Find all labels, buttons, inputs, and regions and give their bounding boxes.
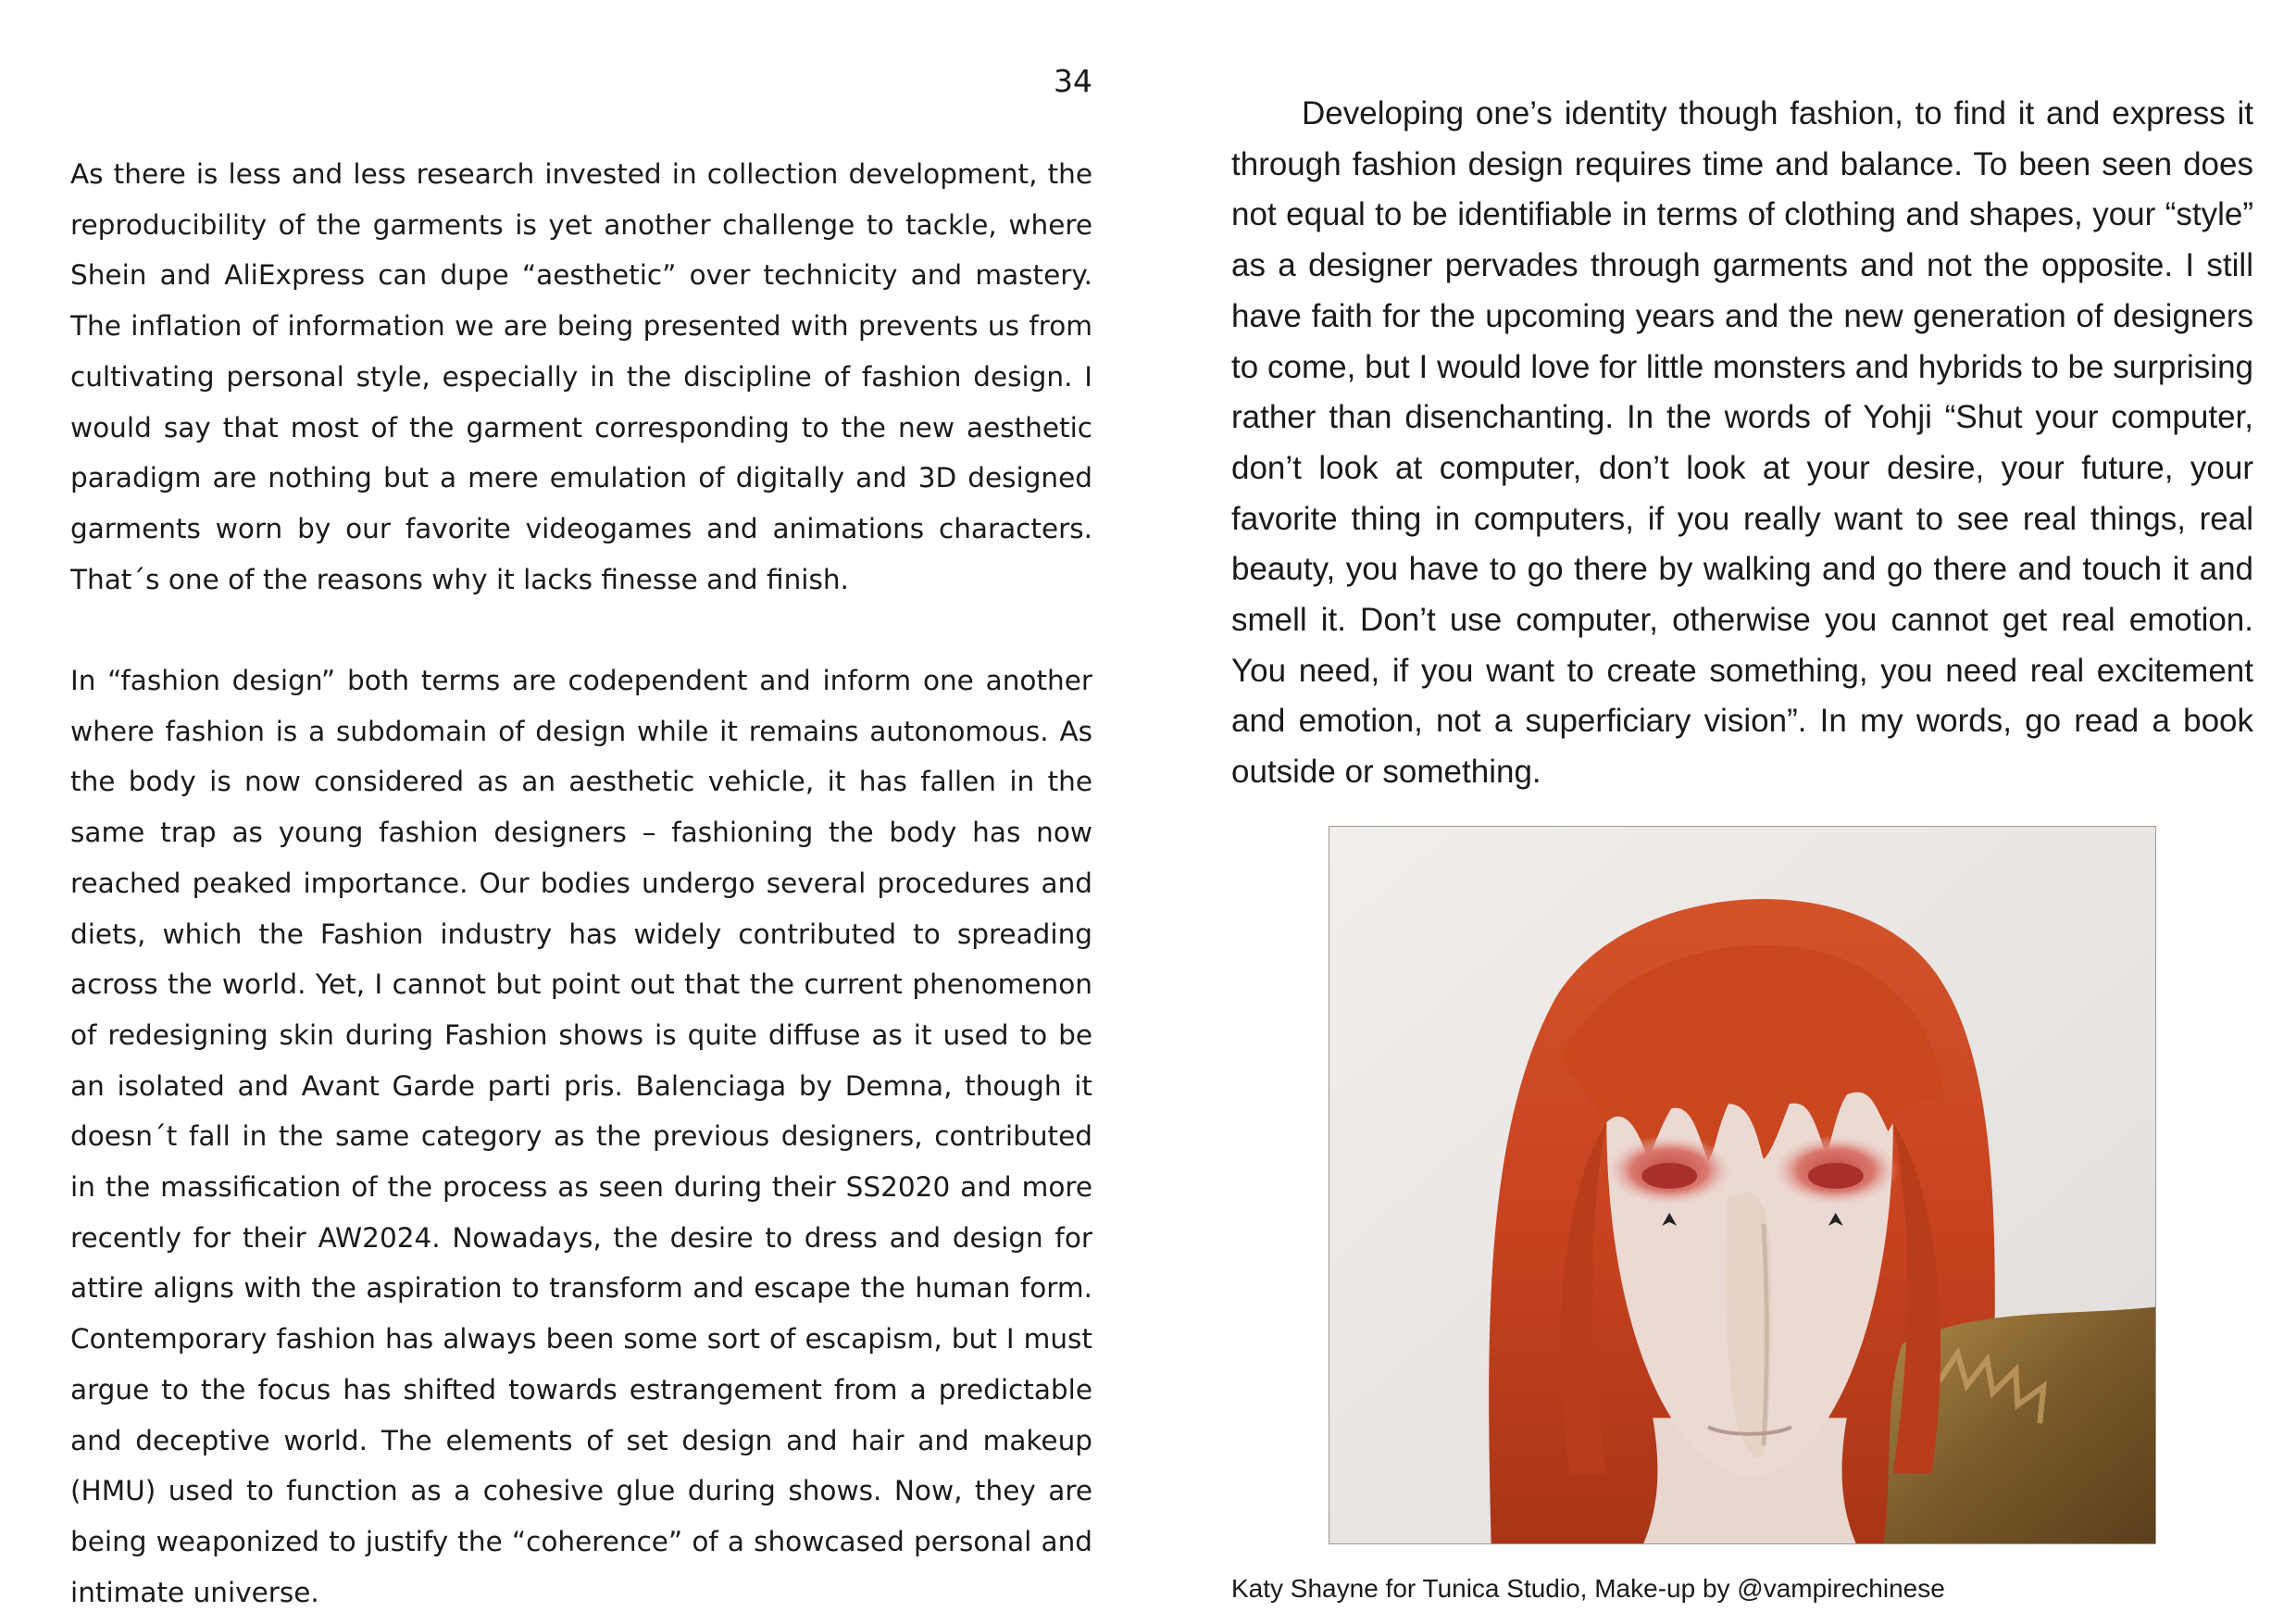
portrait-photo: [1329, 826, 2156, 1544]
left-text-column: [70, 149, 1092, 1618]
right-paragraph: Developing one’s identity though fashion, to find it and express it through fashion design requires time and balance. To been seen does not equal to be identifiable in terms of clothing and shapes, your “style” as a designer pervades through garments and not the opposite. I still have faith for the upcoming years and the new generation of designers to come, but I would love for little monsters and hybrids to be surprising rather than disenchanting. In the words of Yohji “Shut your computer, don’t look at computer, don’t look at your desire, your future, your favorite thing in computers, if you really want to see real things, real beauty, you have to go there by walking and go there and touch it and smell it. Don’t use computer, otherwise you cannot get real emotion. You need, if you want to create something, you need real excitement and emotion, not a superficiary vision”. In my words, go read a book outside or something.: [1231, 95, 2253, 791]
page-number: 34: [1054, 63, 1092, 99]
left-paragraph-2: In “fashion design” both terms are codependent and inform one another where fashion is a subdomain of design while it remains autonomous. As the body is now considered as an aesthetic vehicle, it has fallen in the same trap as young fashion designers – fashioning the body has now reached peaked importance. Our bodies undergo several procedures and diets, which the Fashion industry has widely contributed to spreading across the world. Yet, I cannot but point out that the current phenomenon of redesigning skin during Fashion shows is quite diffuse as it used to be an isolated and Avant Garde parti pris. Balenciaga by Demna, though it doesn´t fall in the same category as the previous designers, contributed in the massification of the process as seen during their SS2020 and more recently for their AW2024. Nowadays, the desire to dress and design for attire aligns with the aspiration to transform and escape the human form. Contemporary fashion has always been some sort of escapism, but I must argue to the focus has shifted towards estrangement from a predictable and deceptive world. The elements of set design and hair and makeup (HMU) used to function as a cohesive glue during shows. Now, they are being weaponized to justify the “coherence” of a showcased personal and intimate universe.: [70, 665, 1092, 1608]
left-paragraph-1: As there is less and less research invested in collection development, the reproducibility of the garments is yet another challenge to tackle, where Shein and AliExpress can dupe “aesthetic” over technicity and mastery. The inflation of information we are being presented with prevents us from cultivating personal style, especially in the discipline of fashion design. I would say that most of the garment corresponding to the new aesthetic paradigm are nothing but a mere emulation of digitally and 3D designed garments worn by our favorite videogames and animations characters. That´s one of the reasons why it lacks finesse and finish.: [70, 158, 1092, 595]
photo-caption: Katy Shayne for Tunica Studio, Make-up by @vampirechinese: [1231, 1574, 1945, 1603]
right-text-column: [1231, 89, 2253, 798]
